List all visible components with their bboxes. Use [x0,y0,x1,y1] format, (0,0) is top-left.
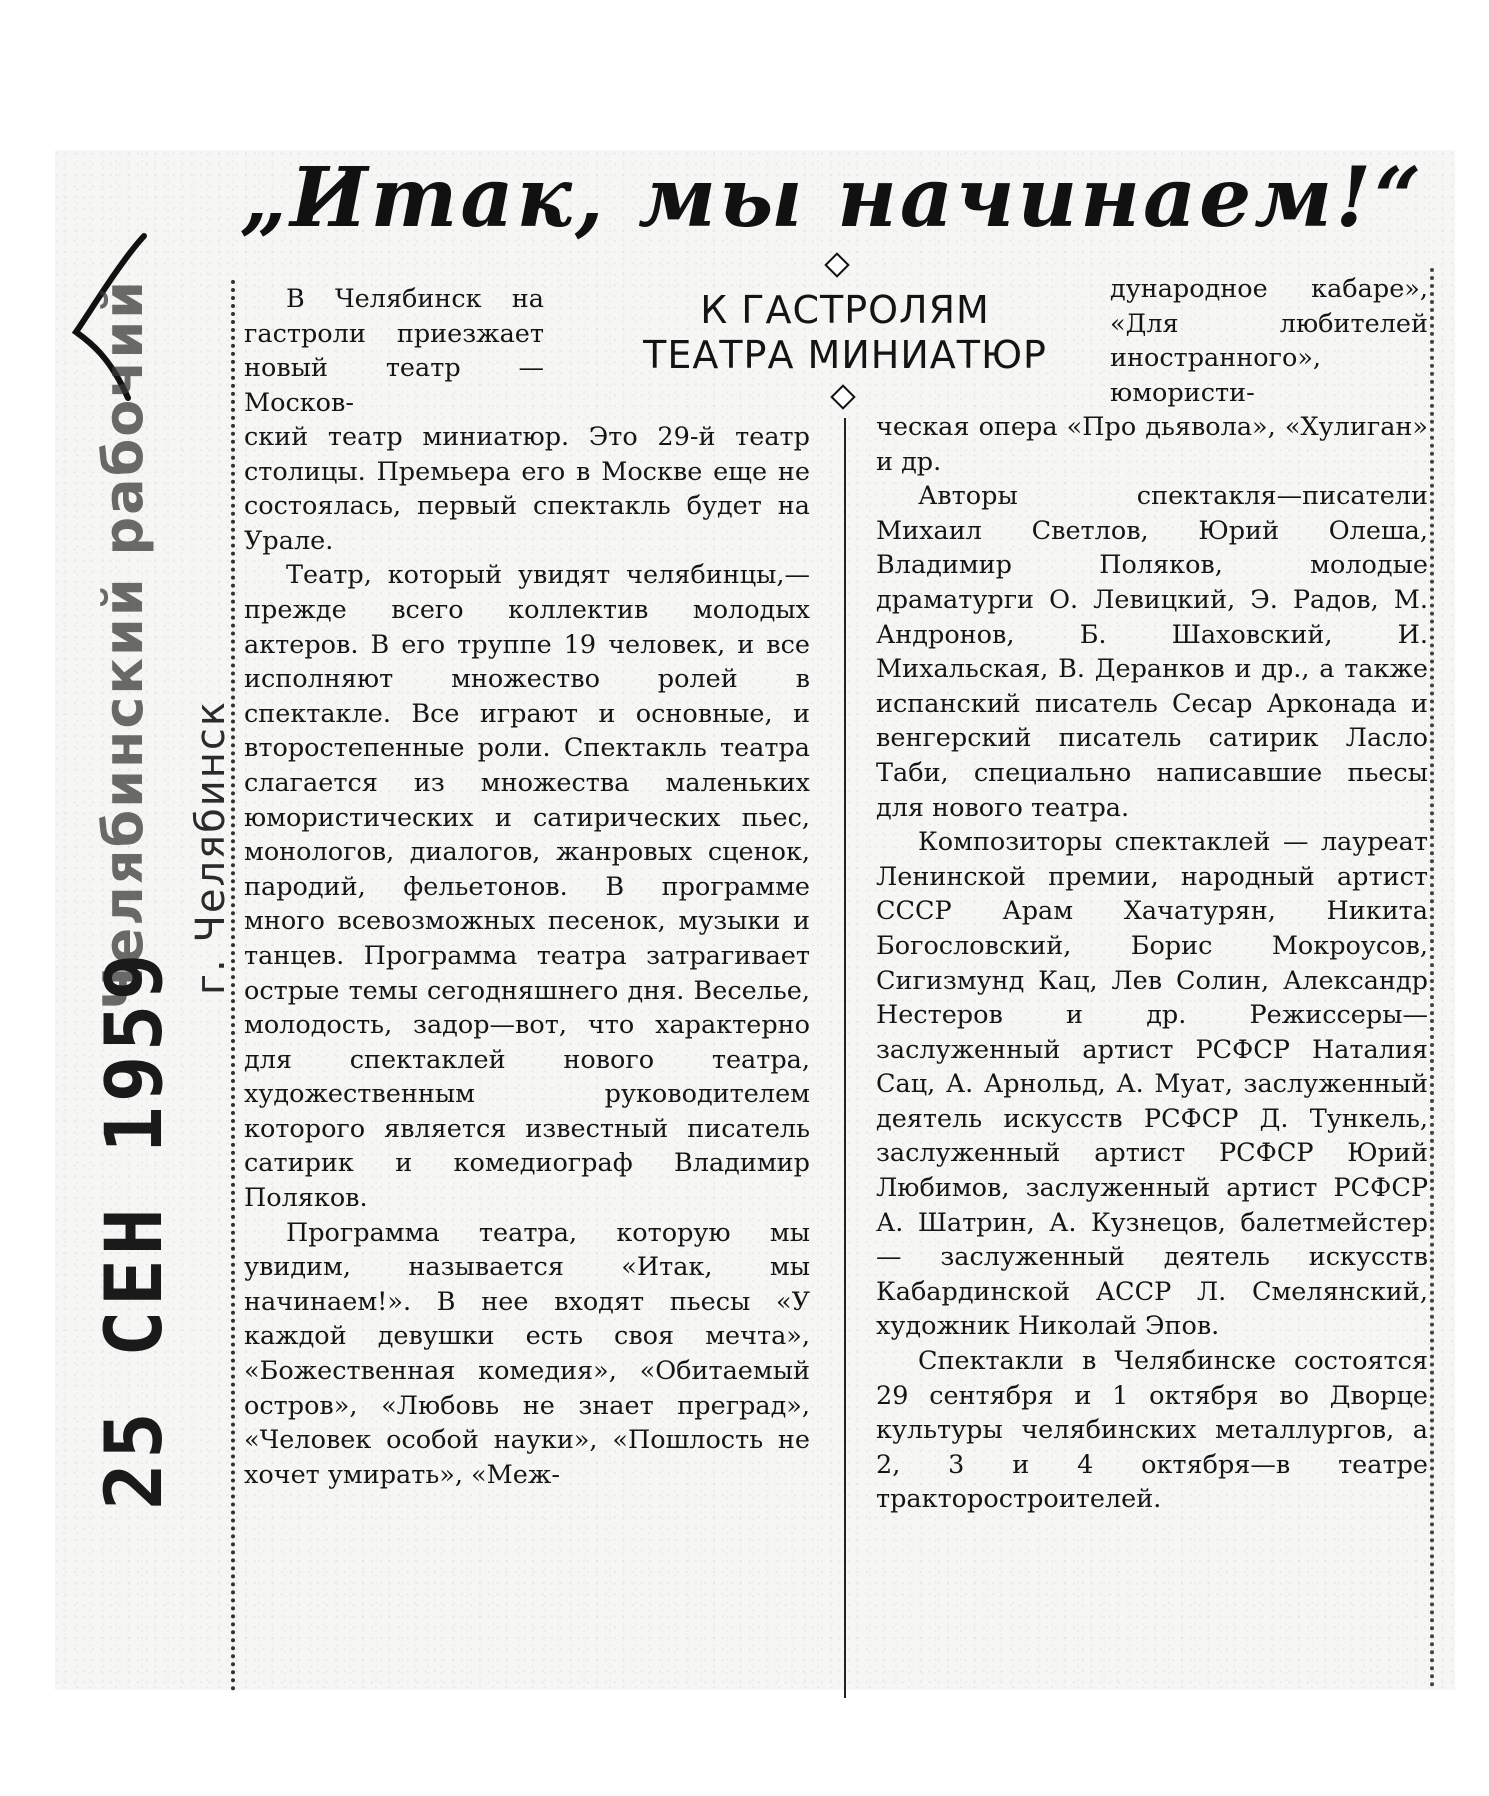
paragraph-2: Театр, который увидят челябинцы,—прежде всего коллектив молодых актеров. В его труппе 19 человек, и все исполняют множество ролей в спектакле. Все играют и основные, и второстепенные роли. Спектакль театра слагается из множества маленьких юмористических и сатирических пьес, монологов, диалогов, жанровых сценок, пародий, фельетонов. В программе много всевозможных песенок, музыки и танцев. Программа театра затрагивает острые темы сегодняшнего дня. Веселье, молодость, задор—вот, что характерно для спектаклей нового театра, художественным руководителем которого является известный писатель сатирик и комедиограф Владимир Поляков. [244,560,810,1214]
paragraph-3-continued: ческая опера «Про дьявола», «Хулиган» и др. [876,412,1428,477]
subheading [610,288,1080,378]
paragraph-4: Авторы спектакля—писатели Михаил Светлов, Юрий Олеша, Владимир Поляков, молодые драматурги О. Левицкий, Э. Радов, М. Андронов, Б. Шаховский, И. Михальская, В. Деранков и др., а также испанский писатель Сесар Арконада и венгерский писатель сатирик Ласло Таби, специально написавшие пьесы для нового театра. [876,481,1428,823]
dotted-border-left [231,280,235,1692]
date-stamp: 25 СЕН 1959 [90,949,180,1510]
paragraph-6: Спектакли в Челябинске состоятся 29 сентября и 1 октября во Дворце культуры челябинских металлургов, а 2, 3 и 4 октября—в театре тракторостроителей. [876,1346,1428,1515]
paragraph-3-continued-top: дународное кабаре», «Для любителей иностранного», юмористи- [1110,274,1428,408]
paragraph-1-start: В Челябинск на гастроли приезжает новый театр — Москов- [244,284,544,418]
article-column-left [244,420,810,1492]
column-divider [844,418,846,1698]
paragraph-5: Композиторы спектаклей — лауреат Ленинской премии, народный артист СССР Арам Хачатурян, Никита Богословский, Борис Мокроусов, Сигизмунд Кац, Лев Солин, Александр Нестеров и др. Режиссеры—заслуженный артист РСФСР Наталия Сац, А. Арнольд, А. Муат, заслуженный деятель искусств РСФСР Д. Тункель, заслуженный артист РСФСР Юрий Любимов, заслуженный артист РСФСР А. Шатрин, А. Кузнецов, балетмейстер — заслуженный деятель искусств Кабардинской АССР Л. Смелянский, художник Николай Эпов. [876,827,1428,1342]
subheading-line-2: ТЕАТРА МИНИАТЮР [643,333,1047,377]
article-column-right [876,410,1428,1517]
article-right-top [1110,272,1428,410]
city-stamp: г. Челябинск [188,699,234,995]
headline: „Итак, мы начинаем!“ [240,150,1425,246]
newspaper-stamp: Челябинский рабочий [92,278,155,1010]
subheading-line-1: К ГАСТРОЛЯМ [700,288,990,332]
paragraph-3: Программа театра, которую мы увидим, называется «Итак, мы начинаем!». В нее входят пьесы «У каждой девушки есть своя мечта», «Божественная комедия», «Обитаемый остров», «Любовь не знает преград», «Человек особой науки», «Пошлость не хочет умирать», «Меж- [244,1217,810,1490]
dotted-border-right [1430,268,1434,1688]
article-intro [244,282,544,420]
paragraph-1-rest: ский театр миниатюр. Это 29-й театр столицы. Премьера его в Москве еще не состоялась, первый спектакль будет на Урале. [244,422,810,556]
